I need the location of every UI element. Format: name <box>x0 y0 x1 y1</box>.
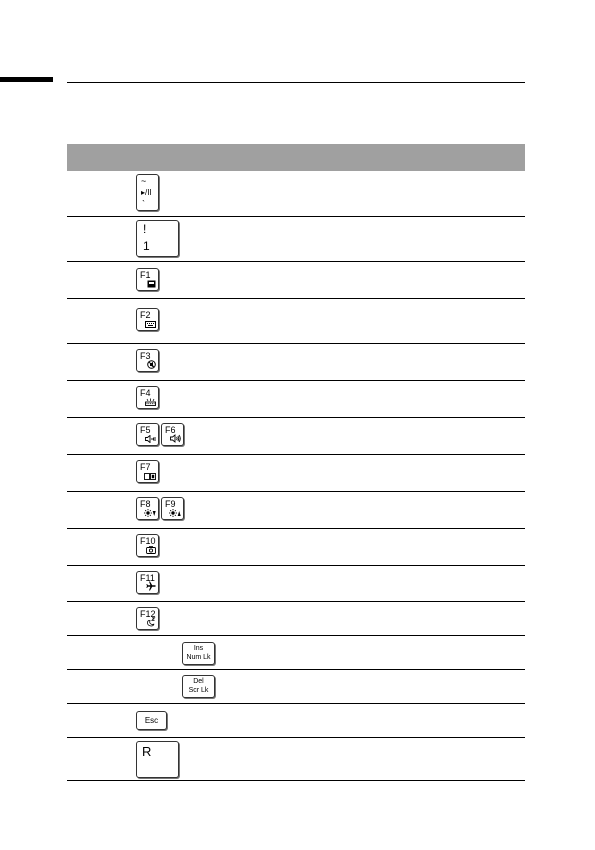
table-row <box>67 602 525 636</box>
f2-key <box>136 308 159 331</box>
chapter-tab-marker <box>0 77 53 82</box>
camera-icon <box>146 546 156 554</box>
brightness-down-icon <box>144 509 156 517</box>
esc-key-label: Esc <box>144 716 159 725</box>
f11-key <box>136 571 159 594</box>
ins-key-bottom: Num Lk <box>186 654 211 661</box>
table-row <box>67 217 525 262</box>
one-key <box>136 220 179 257</box>
table-row <box>67 262 525 299</box>
f10-key-label: F10 <box>140 536 156 546</box>
hotkey-table <box>67 171 525 781</box>
f12-key <box>136 607 159 630</box>
f1-key <box>136 268 159 291</box>
table-row <box>67 418 525 455</box>
keyboard-backlight-icon <box>145 398 156 406</box>
table-header-bar <box>67 144 525 171</box>
table-row <box>67 529 525 566</box>
tilde-key-bottom: ` <box>142 199 145 209</box>
table-row <box>67 171 525 217</box>
volume-down-icon <box>145 435 156 443</box>
f1-key-label: F1 <box>140 270 151 280</box>
table-row <box>67 738 525 781</box>
f7-key-label: F7 <box>140 462 151 472</box>
tilde-key-top: ~ <box>141 176 147 186</box>
table-row <box>67 704 525 738</box>
ins-key-top: Ins <box>193 645 204 652</box>
f6-key <box>161 423 184 446</box>
f10-key <box>136 534 159 557</box>
f11-key-label: F11 <box>140 573 155 583</box>
f8-key <box>136 497 159 520</box>
f5-key <box>136 423 159 446</box>
f2-key-label: F2 <box>140 310 151 320</box>
header-rule <box>67 82 525 83</box>
airplane-icon <box>146 581 156 591</box>
f3-key <box>136 349 159 372</box>
table-row <box>67 636 525 670</box>
tilde-key-middle: ▸/II <box>141 188 152 197</box>
table-row <box>67 670 525 704</box>
del-key-bottom: Scr Lk <box>188 687 209 694</box>
tilde-key <box>136 174 159 211</box>
del-key-top: Del <box>193 678 204 685</box>
sleep-icon <box>146 617 156 627</box>
one-key-bottom: 1 <box>143 239 150 253</box>
f4-key-label: F4 <box>140 388 151 398</box>
f8-key-label: F8 <box>140 499 151 509</box>
f3-key-label: F3 <box>140 351 151 361</box>
mute-icon <box>147 360 156 369</box>
esc-key <box>136 711 167 730</box>
table-row <box>67 455 525 492</box>
f9-key <box>161 497 184 520</box>
table-row <box>67 492 525 529</box>
one-key-top: ! <box>143 222 147 236</box>
f9-key-label: F9 <box>165 499 176 509</box>
del-key <box>182 675 215 698</box>
f6-key-label: F6 <box>165 425 176 435</box>
ins-key <box>182 642 215 665</box>
table-row <box>67 299 525 344</box>
brightness-up-icon <box>169 509 181 517</box>
volume-up-icon <box>170 434 181 443</box>
r-key-label: R <box>142 744 152 759</box>
table-row <box>67 566 525 602</box>
table-row <box>67 381 525 418</box>
table-row <box>67 344 525 381</box>
f7-key <box>136 460 159 483</box>
keyboard-icon <box>145 321 156 328</box>
f12-key-label: F12 <box>140 609 156 619</box>
touchpad-icon <box>147 280 156 288</box>
f5-key-label: F5 <box>140 425 151 435</box>
display-switch-icon <box>144 473 156 480</box>
r-key <box>136 741 179 778</box>
f4-key <box>136 386 159 409</box>
